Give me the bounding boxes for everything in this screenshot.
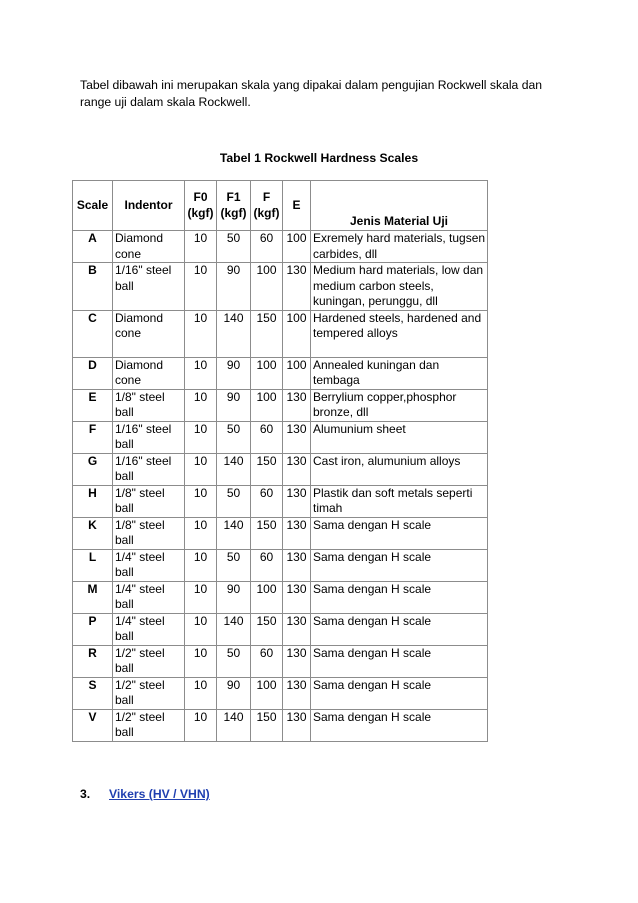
cell-f1: 50 [217,421,251,453]
table-row [73,613,488,645]
cell-e: 130 [283,677,311,709]
cell-jenis: Hardened steels, hardened and tempered alloys [311,310,488,357]
header-f-label: F [262,190,271,204]
cell-f0: 10 [185,677,217,709]
table-row [73,581,488,613]
cell-e: 100 [283,231,311,263]
cell-indentor: 1/16" steel ball [113,421,185,453]
cell-jenis: Plastik dan soft metals seperti timah [311,485,488,517]
cell-scale: F [73,421,113,453]
cell-f0: 10 [185,231,217,263]
table-row [73,357,488,389]
cell-f1: 90 [217,677,251,709]
cell-jenis: Sama dengan H scale [311,517,488,549]
cell-e: 130 [283,581,311,613]
cell-indentor: 1/16" steel ball [113,453,185,485]
cell-f1: 50 [217,549,251,581]
cell-f: 100 [251,677,283,709]
rockwell-table [72,180,488,742]
cell-scale: M [73,581,113,613]
cell-scale: E [73,389,113,421]
cell-scale: S [73,677,113,709]
cell-f1: 140 [217,517,251,549]
header-f0 [185,181,217,231]
cell-f: 150 [251,453,283,485]
cell-scale: D [73,357,113,389]
cell-scale: A [73,231,113,263]
cell-jenis: Exremely hard materials, tugsen carbides, dll [311,231,488,263]
cell-f0: 10 [185,357,217,389]
table-body [73,231,488,742]
cell-f: 60 [251,421,283,453]
cell-scale: R [73,645,113,677]
cell-indentor: 1/2" steel ball [113,677,185,709]
cell-indentor: 1/8" steel ball [113,389,185,421]
header-f1-unit: (kgf) [220,205,247,220]
cell-e: 130 [283,613,311,645]
cell-f1: 140 [217,310,251,357]
header-f-unit: (kgf) [253,205,280,220]
cell-f0: 10 [185,613,217,645]
cell-f: 60 [251,549,283,581]
cell-jenis: Sama dengan H scale [311,581,488,613]
cell-f0: 10 [185,263,217,311]
cell-f0: 10 [185,421,217,453]
cell-scale: V [73,709,113,741]
cell-jenis: Sama dengan H scale [311,645,488,677]
cell-f: 150 [251,310,283,357]
cell-f0: 10 [185,485,217,517]
cell-f0: 10 [185,549,217,581]
cell-indentor: 1/4" steel ball [113,581,185,613]
cell-f: 150 [251,613,283,645]
section-heading [80,787,210,801]
cell-f: 150 [251,517,283,549]
cell-e: 130 [283,421,311,453]
table-header-row [73,181,488,231]
cell-e: 130 [283,517,311,549]
cell-indentor: 1/16" steel ball [113,263,185,311]
cell-e: 130 [283,263,311,311]
cell-f1: 50 [217,485,251,517]
cell-f: 100 [251,389,283,421]
cell-f: 60 [251,231,283,263]
intro-paragraph: Tabel dibawah ini merupakan skala yang dipakai dalam pengujian Rockwell skala dan range uji dalam skala Rockwell. [80,78,543,109]
header-indentor: Indentor [113,181,185,231]
cell-f0: 10 [185,310,217,357]
cell-jenis: Alumunium sheet [311,421,488,453]
cell-indentor: 1/2" steel ball [113,709,185,741]
cell-indentor: Diamond cone [113,357,185,389]
table-row [73,310,488,357]
cell-f: 60 [251,485,283,517]
cell-indentor: 1/4" steel ball [113,549,185,581]
cell-e: 130 [283,453,311,485]
cell-e: 130 [283,645,311,677]
cell-f1: 90 [217,357,251,389]
cell-indentor: 1/2" steel ball [113,645,185,677]
table-row [73,263,488,311]
cell-jenis: Annealed kuningan dan tembaga [311,357,488,389]
cell-f: 100 [251,581,283,613]
header-f [251,181,283,231]
table-row [73,421,488,453]
cell-jenis: Cast iron, alumunium alloys [311,453,488,485]
cell-scale: B [73,263,113,311]
cell-f1: 90 [217,581,251,613]
table-row [73,709,488,741]
cell-jenis: Sama dengan H scale [311,677,488,709]
table-caption: Tabel 1 Rockwell Hardness Scales [219,151,419,165]
cell-f: 150 [251,709,283,741]
header-f0-unit: (kgf) [187,205,214,220]
cell-e: 100 [283,357,311,389]
cell-f: 100 [251,263,283,311]
cell-f1: 140 [217,709,251,741]
cell-e: 130 [283,709,311,741]
cell-jenis: Berrylium copper,phosphor bronze, dll [311,389,488,421]
table-row [73,485,488,517]
cell-scale: H [73,485,113,517]
cell-indentor: 1/8" steel ball [113,485,185,517]
table-row [73,549,488,581]
cell-e: 130 [283,389,311,421]
header-f1-label: F1 [226,190,241,204]
cell-f0: 10 [185,645,217,677]
table-row [73,645,488,677]
cell-indentor: Diamond cone [113,231,185,263]
cell-e: 130 [283,485,311,517]
table-row [73,677,488,709]
header-jenis: Jenis Material Uji [311,181,488,231]
cell-f0: 10 [185,453,217,485]
cell-f1: 50 [217,231,251,263]
header-f0-label: F0 [193,190,208,204]
table-row [73,517,488,549]
cell-jenis: Medium hard materials, low dan medium carbon steels, kuningan, perunggu, dll [311,263,488,311]
cell-jenis: Sama dengan H scale [311,549,488,581]
cell-e: 130 [283,549,311,581]
cell-f1: 90 [217,389,251,421]
cell-indentor: 1/4" steel ball [113,613,185,645]
cell-f0: 10 [185,709,217,741]
section-number: 3. [80,787,91,801]
table-row [73,453,488,485]
cell-f0: 10 [185,389,217,421]
table-row [73,389,488,421]
cell-jenis: Sama dengan H scale [311,613,488,645]
cell-scale: C [73,310,113,357]
cell-scale: G [73,453,113,485]
cell-f: 100 [251,357,283,389]
table-row [73,231,488,263]
cell-jenis: Sama dengan H scale [311,709,488,741]
section-link-vikers[interactable]: Vikers (HV / VHN) [109,787,210,801]
cell-scale: P [73,613,113,645]
header-scale: Scale [73,181,113,231]
cell-f: 60 [251,645,283,677]
cell-e: 100 [283,310,311,357]
cell-indentor: Diamond cone [113,310,185,357]
cell-f1: 140 [217,453,251,485]
cell-scale: K [73,517,113,549]
cell-indentor: 1/8" steel ball [113,517,185,549]
cell-f1: 90 [217,263,251,311]
header-f1 [217,181,251,231]
header-e: E [283,181,311,231]
cell-f0: 10 [185,517,217,549]
cell-scale: L [73,549,113,581]
cell-f0: 10 [185,581,217,613]
cell-f1: 140 [217,613,251,645]
cell-f1: 50 [217,645,251,677]
